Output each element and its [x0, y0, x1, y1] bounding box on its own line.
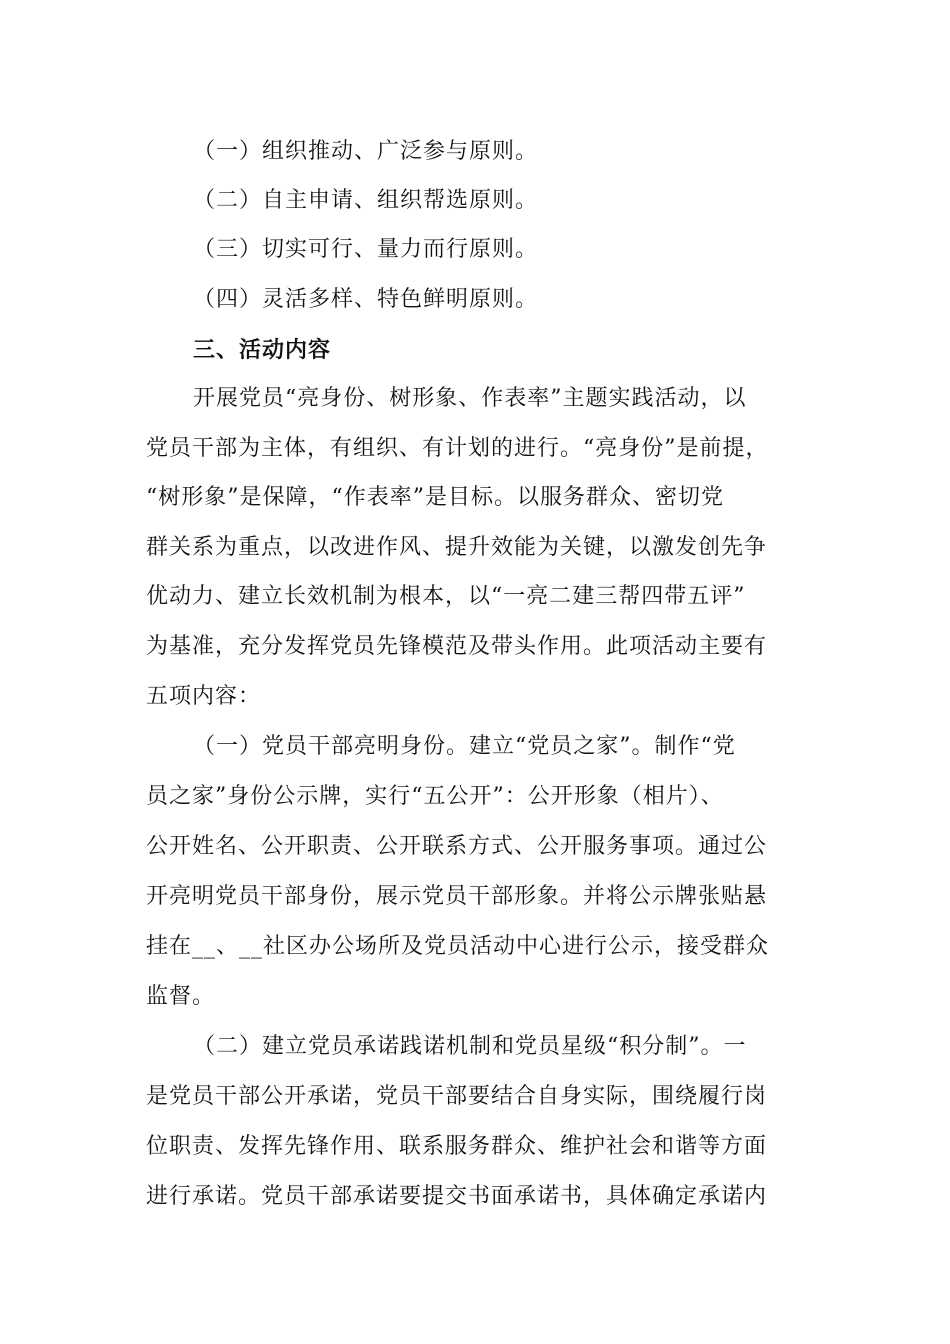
- paragraph-line: 挂在__、__社区办公场所及党员活动中心进行公示，接受群众: [146, 934, 770, 959]
- paragraph-line: 五项内容：: [146, 684, 262, 709]
- paragraph-line: 监督。: [146, 984, 216, 1009]
- paragraph-line: 开展党员“亮身份、树形象、作表率”主题实践活动，以: [193, 386, 747, 411]
- principle-3: （三）切实可行、量力而行原则。: [193, 237, 539, 262]
- paragraph-line: （一）党员干部亮明身份。建立“党员之家”。制作“党: [193, 734, 736, 759]
- paragraph-line: 为基准，充分发挥党员先锋模范及带头作用。此项活动主要有: [146, 634, 768, 659]
- section-heading: 三、活动内容: [193, 337, 332, 363]
- paragraph-line: 群关系为重点，以改进作风、提升效能为关键，以激发创先争: [146, 535, 768, 560]
- paragraph-line: 位职责、发挥先锋作用、联系服务群众、维护社会和谐等方面: [146, 1134, 768, 1159]
- paragraph-line: 进行承诺。党员干部承诺要提交书面承诺书，具体确定承诺内: [146, 1184, 768, 1209]
- paragraph-line: 开亮明党员干部身份，展示党员干部形象。并将公示牌张贴悬: [146, 884, 768, 909]
- principle-4: （四）灵活多样、特色鲜明原则。: [193, 287, 539, 312]
- principle-2: （二）自主申请、组织帮选原则。: [193, 188, 539, 213]
- paragraph-line: （二）建立党员承诺践诺机制和党员星级“积分制”。一: [193, 1034, 747, 1059]
- paragraph-line: 党员干部为主体，有组织、有计划的进行。“亮身份”是前提，: [146, 436, 769, 461]
- paragraph-line: “树形象”是保障，“作表率”是目标。以服务群众、密切党: [146, 485, 724, 510]
- paragraph-line: 优动力、建立长效机制为根本，以“一亮二建三帮四带五评”: [146, 584, 746, 609]
- paragraph-line: 员之家”身份公示牌，实行“五公开”：公开形象（相片）、: [146, 784, 724, 809]
- paragraph-line: 是党员干部公开承诺，党员干部要结合自身实际，围绕履行岗: [146, 1084, 768, 1109]
- paragraph-line: 公开姓名、公开职责、公开联系方式、公开服务事项。通过公: [146, 834, 768, 859]
- principle-1: （一）组织推动、广泛参与原则。: [193, 139, 539, 164]
